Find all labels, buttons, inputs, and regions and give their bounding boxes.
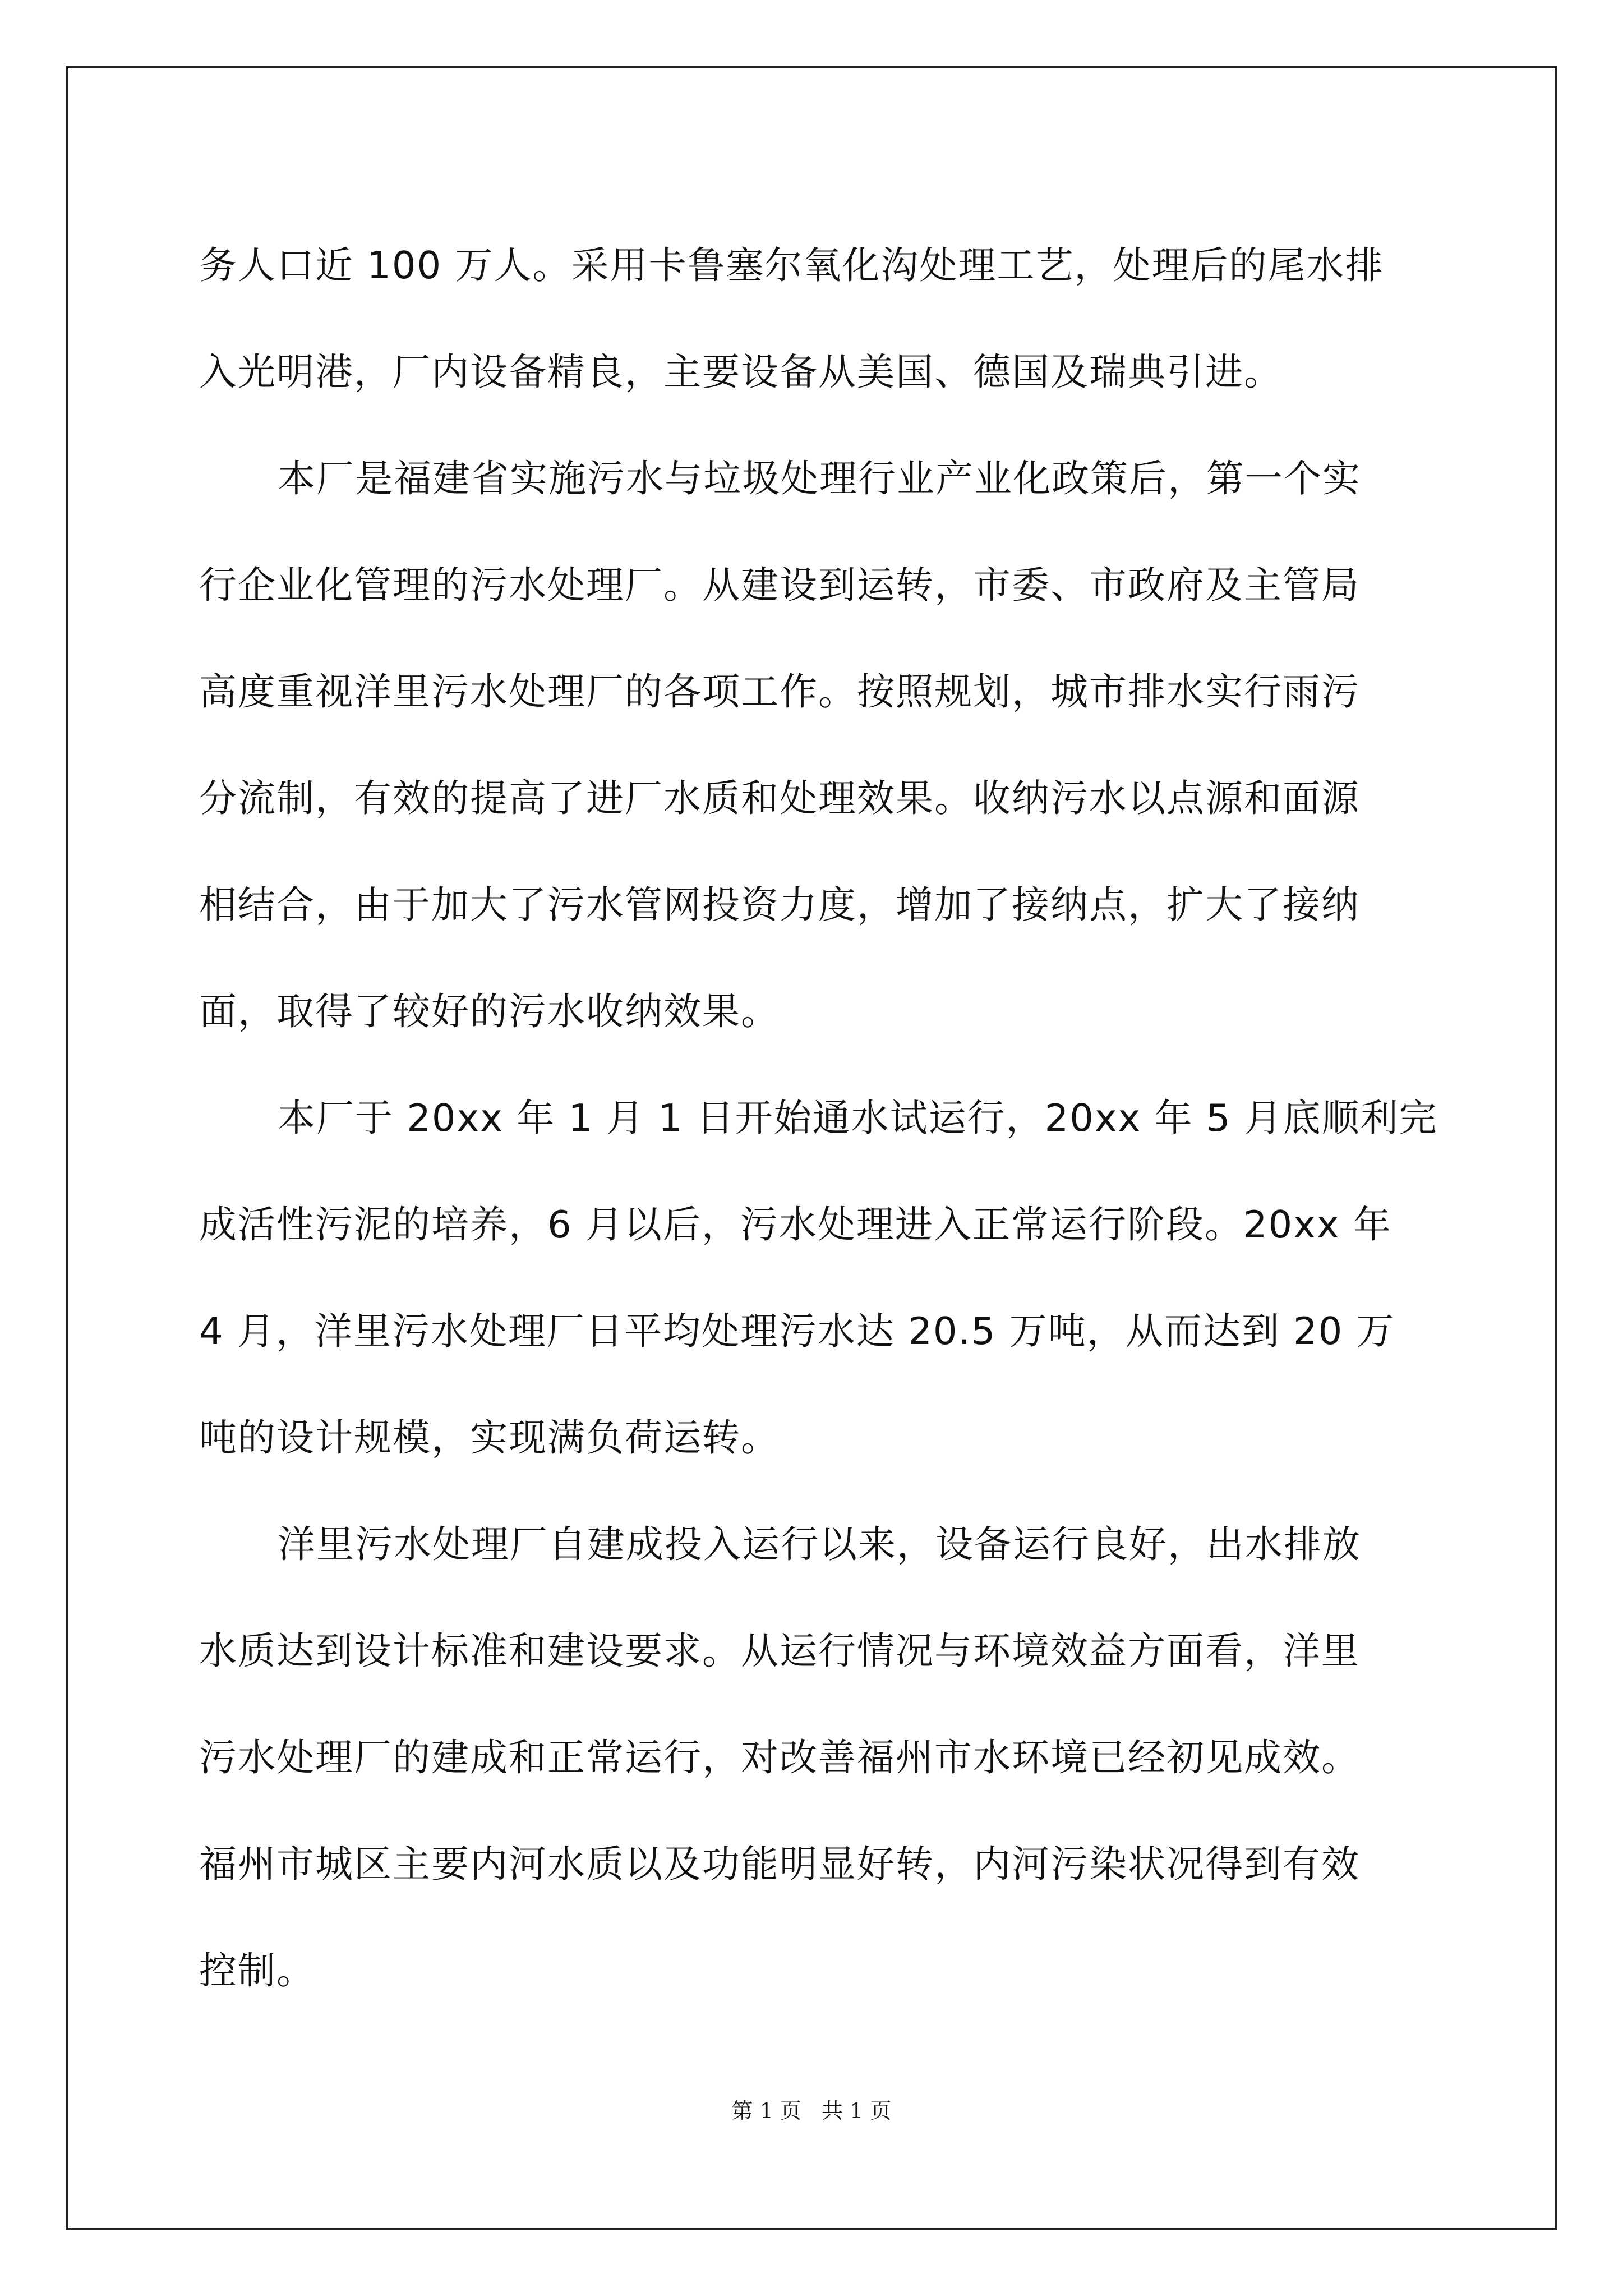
text-line: 4 月，洋里污水处理厂日平均处理污水达 20.5 万吨，从而达到 20 万 <box>199 1309 1395 1353</box>
text-line: 洋里污水处理厂自建成投入运行以来，设备运行良好，出水排放 <box>278 1522 1361 1566</box>
text-line: 本厂是福建省实施污水与垃圾处理行业产业化政策后，第一个实 <box>278 457 1361 500</box>
text-line: 相结合，由于加大了污水管网投资力度，增加了接纳点，扩大了接纳 <box>199 883 1360 927</box>
text-line: 高度重视洋里污水处理厂的各项工作。按照规划，城市排水实行雨污 <box>199 670 1360 714</box>
text-line: 成活性污泥的培养，6 月以后，污水处理进入正常运行阶段。20xx 年 <box>199 1203 1392 1246</box>
page-footer: 第 1 页 共 1 页 <box>731 2099 892 2123</box>
text-line: 分流制，有效的提高了进厂水质和处理效果。收纳污水以点源和面源 <box>199 776 1360 820</box>
text-line: 务人口近 100 万人。采用卡鲁塞尔氧化沟处理工艺，处理后的尾水排 <box>199 243 1384 287</box>
text-line: 控制。 <box>199 1949 315 1993</box>
text-line: 面，取得了较好的污水收纳效果。 <box>199 990 780 1033</box>
text-line: 吨的设计规模，实现满负荷运转。 <box>199 1416 780 1460</box>
paragraph <box>199 1065 1438 1491</box>
text-line: 行企业化管理的污水处理厂。从建设到运转，市委、市政府及主管局 <box>199 563 1360 607</box>
text-line: 水质达到设计标准和建设要求。从运行情况与环境效益方面看，洋里 <box>199 1629 1360 1673</box>
text-line: 污水处理厂的建成和正常运行，对改善福州市水环境已经初见成效。 <box>199 1736 1360 1779</box>
text-line: 入光明港，厂内设备精良，主要设备从美国、德国及瑞典引进。 <box>199 350 1283 394</box>
paragraph <box>199 425 1426 1065</box>
document-body <box>199 212 1438 2024</box>
paragraph <box>199 1491 1426 2024</box>
paragraph <box>199 212 1426 425</box>
text-line: 本厂于 20xx 年 1 月 1 日开始通水试运行，20xx 年 5 月底顺利完 <box>278 1096 1438 1140</box>
text-line: 福州市城区主要内河水质以及功能明显好转，内河污染状况得到有效 <box>199 1842 1360 1886</box>
